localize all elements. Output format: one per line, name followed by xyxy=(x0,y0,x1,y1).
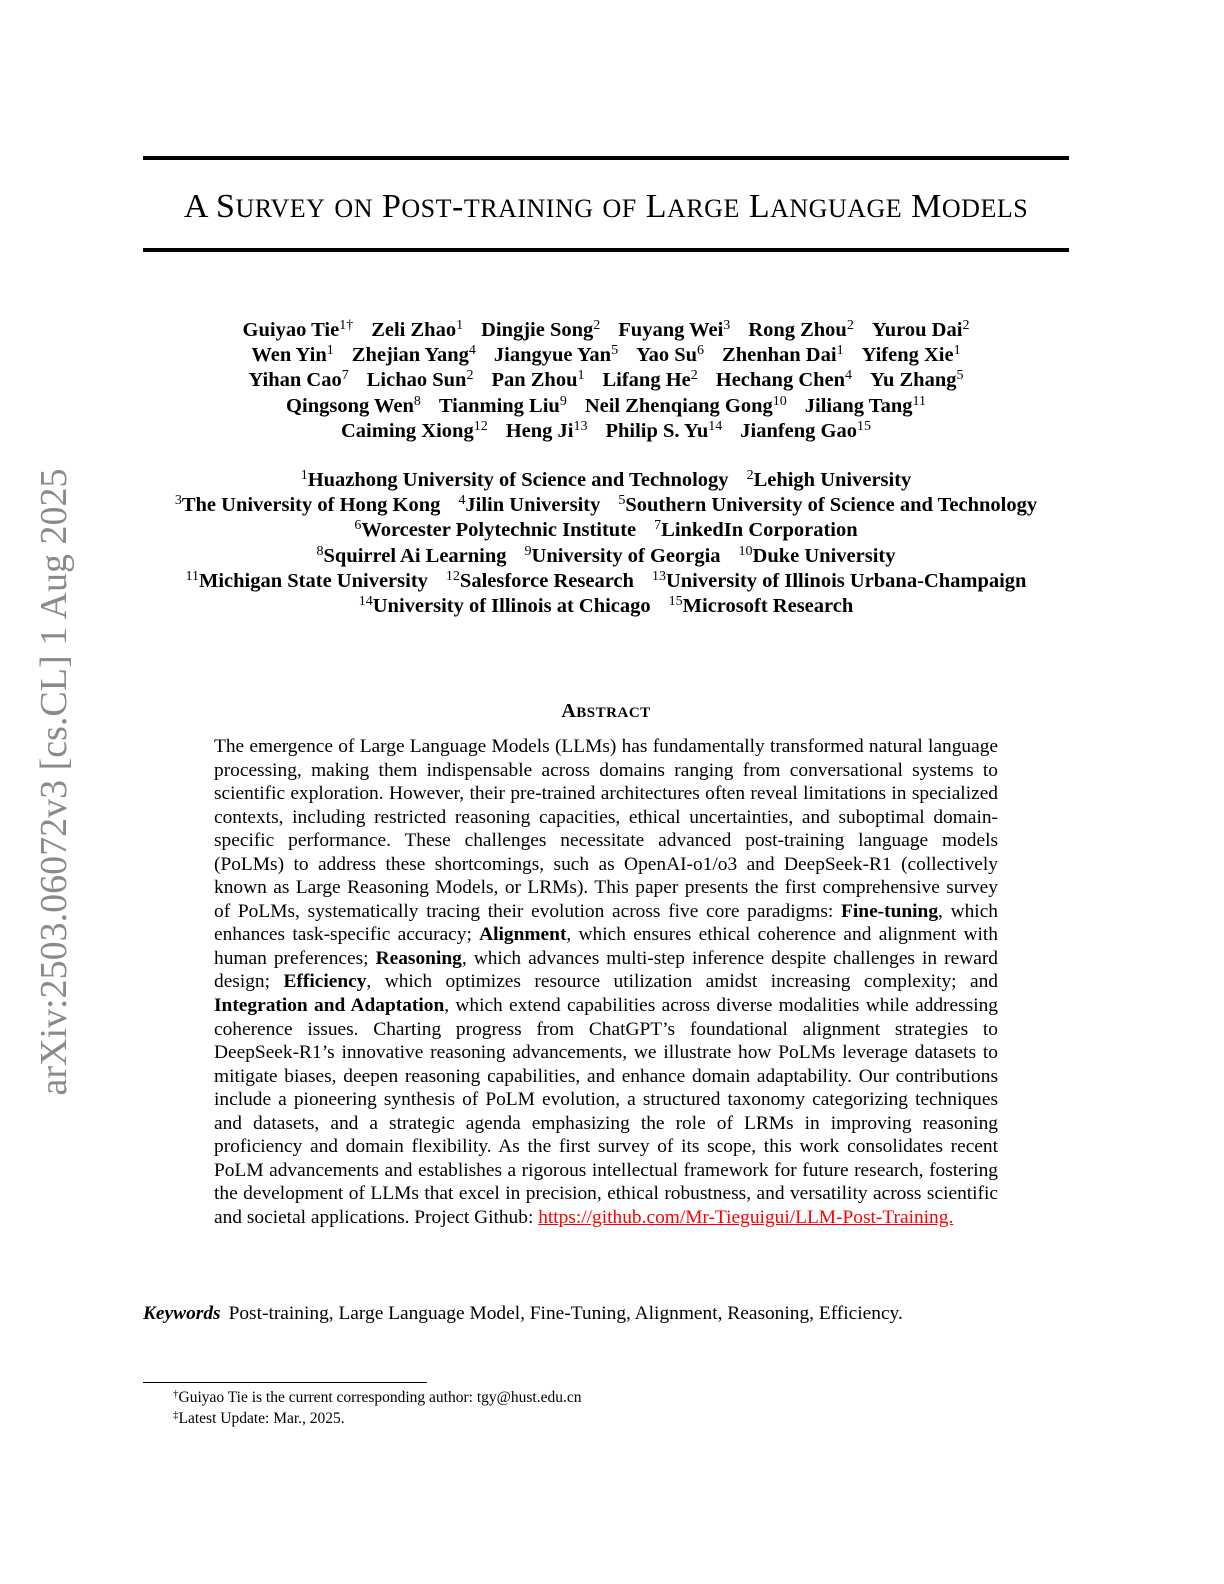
author-name: Hechang Chen xyxy=(715,369,846,392)
footnote-text: Latest Update: Mar., 2025. xyxy=(178,1410,345,1427)
author-name: Lichao Sun xyxy=(366,369,467,392)
author-name: Yu Zhang xyxy=(870,369,957,392)
footnote-corresponding-author xyxy=(173,1388,582,1407)
abstract-emphasis: Reasoning xyxy=(375,947,462,969)
author xyxy=(371,319,463,341)
affiliation-list xyxy=(143,468,1069,619)
affiliation-mark: 10 xyxy=(772,393,787,409)
affiliation-number: 10 xyxy=(738,543,753,559)
paper-title: A SURVEY ON POST-TRAINING OF LARGE LANGUAGE MODELS xyxy=(183,188,1029,225)
github-link[interactable]: https://github.com/Mr-Tieguigui/LLM-Post-Training. xyxy=(538,1206,954,1228)
abstract-emphasis: Efficiency xyxy=(283,971,367,993)
affiliation-mark: 1 xyxy=(577,368,585,384)
affiliation-mark: 12 xyxy=(473,418,488,434)
title-bottom-rule xyxy=(143,248,1069,252)
affiliation-number: 8 xyxy=(316,543,324,559)
keywords-text: Post-training, Large Language Model, Fine-Tuning, Alignment, Reasoning, Efficiency. xyxy=(228,1303,903,1324)
abstract-body xyxy=(214,735,998,1229)
arxiv-identifier: arXiv:2503.06072v3 [cs.CL] 1 Aug 2025 xyxy=(33,468,75,1096)
author xyxy=(506,420,588,442)
footnote-mark: † xyxy=(173,1388,179,1400)
author xyxy=(605,420,722,442)
author-line xyxy=(143,394,1069,419)
affiliation-line xyxy=(143,518,1069,543)
affiliation-number: 15 xyxy=(668,594,683,610)
abstract-emphasis: Integration and Adaptation xyxy=(214,995,445,1017)
author xyxy=(251,344,333,366)
affiliation xyxy=(669,595,854,617)
author-name: Guiyao Tie xyxy=(242,319,340,341)
footnote-rule xyxy=(143,1382,427,1383)
author-name: Caiming Xiong xyxy=(341,419,474,442)
author xyxy=(862,344,961,366)
affiliation-mark: 1 xyxy=(836,343,844,359)
author-name: Yihan Cao xyxy=(248,369,342,392)
author xyxy=(439,395,567,417)
author-name: Jiangyue Yan xyxy=(493,344,612,367)
footnote-mark: ‡ xyxy=(173,1409,179,1421)
affiliation-mark: 11 xyxy=(912,393,926,409)
author xyxy=(602,369,697,391)
affiliation xyxy=(354,519,636,541)
affiliation-mark: 1 xyxy=(326,343,334,359)
affiliation-line xyxy=(143,569,1069,594)
author-line xyxy=(143,368,1069,393)
affiliation-name: Lehigh University xyxy=(753,469,912,491)
author xyxy=(805,395,926,417)
author-name: Yifeng Xie xyxy=(861,344,954,367)
abstract-text: The emergence of Large Language Models (LLMs) has fundamentally transformed natural language processing, making them indispensable across domains ranging from conversational systems to scientific exploration. However, their pre-trained architectures often reveal limitations in specialized contexts, including restricted reasoning capacities, ethical uncertainties, and suboptimal domain-specific performance. These challenges necessitate advanced post-training language models (PoLMs) to address these shortcomings, such as OpenAI-o1/o3 and DeepSeek-R1 (collectively known as Large Reasoning Models, or LRMs). This paper presents the first comprehensive survey of PoLMs, systematically tracing their evolution across five core paradigms: xyxy=(214,736,998,922)
affiliation-name: University of Illinois Urbana-Champaign xyxy=(665,569,1027,592)
affiliation-mark: 14 xyxy=(708,418,723,434)
author xyxy=(367,369,474,391)
affiliation-number: 9 xyxy=(524,543,532,559)
affiliation xyxy=(317,545,507,567)
affiliation-mark: 2 xyxy=(593,318,601,333)
affiliation-mark: 8 xyxy=(413,393,421,409)
abstract-emphasis: Alignment xyxy=(479,924,567,946)
author-name: Jiliang Tang xyxy=(804,394,913,417)
author-line xyxy=(143,343,1069,368)
author-name: Zeli Zhao xyxy=(371,319,457,341)
abstract-heading: ABSTRACT xyxy=(561,700,651,722)
author-name: Lifang He xyxy=(602,369,691,392)
affiliation-mark: 2 xyxy=(846,318,854,333)
author xyxy=(872,319,970,341)
affiliation-number: 7 xyxy=(654,518,662,534)
affiliation xyxy=(446,570,634,592)
author-list xyxy=(143,318,1069,444)
affiliation-number: 1 xyxy=(300,468,308,483)
affiliation-line xyxy=(143,493,1069,518)
affiliation-number: 4 xyxy=(458,493,466,509)
author xyxy=(491,369,584,391)
author xyxy=(636,344,704,366)
affiliation-name: Duke University xyxy=(752,544,896,567)
author xyxy=(870,369,963,391)
affiliation-number: 6 xyxy=(354,518,362,534)
affiliation xyxy=(301,469,729,491)
affiliation-mark: 3 xyxy=(723,318,731,333)
affiliation-mark: 2 xyxy=(690,368,698,384)
affiliation-name: Michigan State University xyxy=(199,569,428,592)
affiliation-mark: 5 xyxy=(611,343,619,359)
abstract-text: , which enhances task-specific accuracy; xyxy=(214,900,998,946)
affiliation-mark: 1 xyxy=(953,343,961,359)
author xyxy=(585,395,787,417)
affiliation-mark: 2 xyxy=(962,318,970,333)
affiliation-name: Huazhong University of Science and Technology xyxy=(307,469,729,491)
author-name: Pan Zhou xyxy=(491,369,578,392)
affiliation-number: 13 xyxy=(651,568,666,584)
affiliation xyxy=(359,595,651,617)
affiliation-mark: 7 xyxy=(341,368,349,384)
affiliation-mark: 13 xyxy=(573,418,588,434)
affiliation-mark: 6 xyxy=(697,343,705,359)
affiliation-mark: 15 xyxy=(857,418,871,434)
author-name: Qingsong Wen xyxy=(286,394,414,417)
author-name: Tianming Liu xyxy=(438,394,560,417)
affiliation xyxy=(739,545,896,567)
affiliation xyxy=(175,494,441,516)
author xyxy=(748,319,854,341)
author xyxy=(618,319,730,341)
affiliation-line xyxy=(143,468,1069,493)
affiliation-line xyxy=(143,594,1069,619)
affiliation-line xyxy=(143,544,1069,569)
affiliation-mark: 2 xyxy=(466,368,474,384)
affiliation xyxy=(652,570,1027,592)
keywords xyxy=(143,1302,1069,1326)
author-name: Dingjie Song xyxy=(481,319,594,341)
affiliation-number: 2 xyxy=(746,468,754,483)
author-line xyxy=(143,318,1069,343)
affiliation-name: Jilin University xyxy=(465,494,601,517)
affiliation-number: 12 xyxy=(445,568,460,584)
affiliation-name: Southern University of Science and Technology xyxy=(625,494,1038,517)
affiliation xyxy=(525,545,721,567)
abstract-text: , which optimizes resource utilization amidst increasing complexity; and xyxy=(366,971,998,993)
author-name: Neil Zhenqiang Gong xyxy=(584,394,773,417)
affiliation-mark: 1† xyxy=(339,318,354,333)
keywords-label: Keywords xyxy=(143,1303,221,1324)
abstract-emphasis: Fine-tuning xyxy=(841,900,939,922)
affiliation-name: Salesforce Research xyxy=(459,569,634,592)
author-name: Yao Su xyxy=(636,344,698,367)
affiliation xyxy=(186,570,428,592)
affiliation-mark: 9 xyxy=(559,393,567,409)
affiliation-name: Squirrel Ai Learning xyxy=(323,544,507,567)
affiliation-mark: 4 xyxy=(468,343,476,359)
affiliation-mark: 4 xyxy=(845,368,853,384)
abstract-text: , which advances multi-step inference despite challenges in reward design; xyxy=(214,947,998,993)
affiliation-name: University of Illinois at Chicago xyxy=(372,595,651,618)
author xyxy=(722,344,844,366)
author xyxy=(740,420,871,442)
affiliation-mark: 5 xyxy=(956,368,964,384)
author xyxy=(341,420,488,442)
affiliation xyxy=(458,494,600,516)
author-name: Zhejian Yang xyxy=(351,344,469,367)
affiliation-name: The University of Hong Kong xyxy=(181,494,441,517)
title-top-rule xyxy=(143,156,1069,160)
author-name: Heng Ji xyxy=(505,419,574,442)
author-name: Zhenhan Dai xyxy=(722,344,837,367)
abstract-text: , which extend capabilities across diverse modalities while addressing coherence issues. Charting progress from ChatGPT’s foundational alignment strategies to DeepSeek-R1’s innovative reasoning advancements, we illustrate how PoLMs leverage datasets to mitigate biases, deepen reasoning capabilities, and enhance domain adaptability. Our contributions include a pioneering synthesis of PoLM evolution, a structured taxonomy categorizing techniques and datasets, and a strategic agenda emphasizing the role of LRMs in improving reasoning proficiency and domain flexibility. As the first survey of its scope, this work consolidates recent PoLM advancements and establishes a rigorous intellectual framework for future research, fostering the development of LLMs that excel in precision, ethical robustness, and versatility across scientific and societal applications. Project Github: xyxy=(214,995,998,1228)
affiliation-name: University of Georgia xyxy=(531,544,721,567)
affiliation-name: Microsoft Research xyxy=(682,595,854,618)
author-name: Fuyang Wei xyxy=(618,319,724,341)
affiliation xyxy=(618,494,1037,516)
footnote-latest-update xyxy=(173,1409,345,1428)
affiliation-number: 3 xyxy=(174,493,182,509)
abstract-text: , which ensures ethical coherence and alignment with human preferences; xyxy=(214,924,998,969)
author-name: Yurou Dai xyxy=(871,319,963,341)
affiliation-number: 11 xyxy=(185,568,200,584)
author xyxy=(352,344,476,366)
affiliation xyxy=(747,469,912,491)
author-name: Jianfeng Gao xyxy=(740,419,857,442)
author xyxy=(249,369,349,391)
author xyxy=(716,369,852,391)
affiliation-number: 5 xyxy=(618,493,626,509)
footnote-text: Guiyao Tie is the current corresponding author: tgy@hust.edu.cn xyxy=(178,1389,582,1406)
affiliation-name: LinkedIn Corporation xyxy=(661,519,858,542)
author xyxy=(481,319,600,341)
author xyxy=(286,395,421,417)
author xyxy=(243,319,354,341)
author-line xyxy=(143,419,1069,444)
affiliation-number: 14 xyxy=(358,594,373,610)
affiliation-mark: 1 xyxy=(456,318,464,333)
author-name: Wen Yin xyxy=(251,344,327,367)
author-name: Rong Zhou xyxy=(748,319,847,341)
author xyxy=(494,344,618,366)
affiliation xyxy=(654,519,858,541)
affiliation-name: Worcester Polytechnic Institute xyxy=(361,519,637,542)
author-name: Philip S. Yu xyxy=(605,419,709,442)
